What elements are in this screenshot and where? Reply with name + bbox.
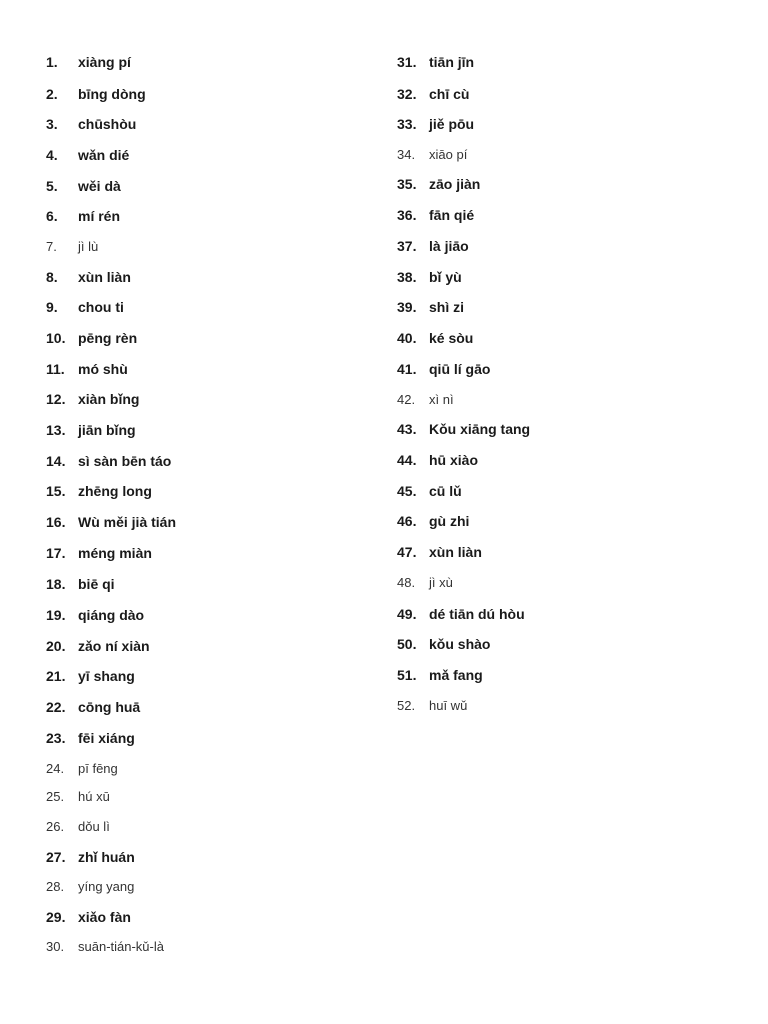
item-number: 23. [46,730,66,746]
item-number: 5. [46,178,58,194]
item-pinyin: huī wǔ [429,698,468,713]
item-number: 35. [397,176,417,192]
item-pinyin: mó shù [78,361,128,377]
item-number: 49. [397,606,417,622]
item-number: 1. [46,54,58,70]
item-number: 3. [46,116,58,132]
item-number: 8. [46,269,58,285]
item-number: 48. [397,575,416,590]
item-pinyin: Kǒu xiāng tang [429,421,531,437]
item-pinyin: bǐ yù [429,269,462,285]
item-pinyin: chūshòu [78,116,137,132]
item-number: 46. [397,513,417,529]
item-number: 27. [46,849,66,865]
item-pinyin: gù zhi [429,513,470,529]
item-number: 6. [46,208,58,224]
item-pinyin: ké sòu [429,330,474,346]
item-pinyin: kǒu shào [429,636,491,652]
item-pinyin: zǎo ní xiàn [78,638,150,654]
item-pinyin: mǎ fang [429,667,483,683]
item-number: 26. [46,819,65,834]
item-number: 37. [397,238,417,254]
item-pinyin: shì zi [429,299,465,315]
item-pinyin: zāo jiàn [429,176,481,192]
item-pinyin: xì nì [429,392,454,407]
item-number: 34. [397,147,416,162]
item-pinyin: hū xiào [429,452,479,468]
item-number: 42. [397,392,416,407]
item-pinyin: xiāo pí [429,147,468,162]
item-number: 9. [46,299,58,315]
item-number: 50. [397,636,417,652]
item-pinyin: chou ti [78,299,124,315]
item-number: 45. [397,483,417,499]
item-number: 29. [46,909,66,925]
item-pinyin: zhēng long [78,483,152,499]
item-pinyin: xiǎo fàn [78,909,131,925]
item-pinyin: jì xù [429,575,453,590]
item-pinyin: yíng yang [78,879,135,894]
item-number: 28. [46,879,65,894]
item-pinyin: pēng rèn [78,330,138,346]
item-pinyin: suān-tián-kǔ-là [78,939,164,954]
item-pinyin: zhǐ huán [78,849,135,865]
item-number: 17. [46,545,66,561]
item-number: 20. [46,638,66,654]
item-number: 30. [46,939,65,954]
item-pinyin: jì lù [78,239,99,254]
item-number: 36. [397,207,417,223]
item-pinyin: hú xū [78,789,110,804]
item-pinyin: chī cù [429,86,470,102]
item-number: 7. [46,239,57,254]
item-number: 47. [397,544,417,560]
item-pinyin: pī fēng [78,761,118,776]
item-number: 22. [46,699,66,715]
item-number: 10. [46,330,66,346]
item-pinyin: xùn liàn [78,269,131,285]
item-number: 51. [397,667,417,683]
item-number: 32. [397,86,417,102]
item-pinyin: là jiāo [429,238,469,254]
item-pinyin: jiě pōu [429,116,475,132]
item-number: 44. [397,452,417,468]
item-pinyin: tiān jīn [429,54,475,70]
item-pinyin: xùn liàn [429,544,482,560]
item-number: 41. [397,361,417,377]
item-pinyin: wǎn dié [78,147,130,163]
item-pinyin: qiáng dào [78,607,145,623]
item-number: 14. [46,453,66,469]
item-pinyin: méng miàn [78,545,152,561]
item-pinyin: mí rén [78,208,121,224]
item-pinyin: bīng dòng [78,86,146,102]
item-pinyin: xiàng pí [78,54,131,70]
item-number: 39. [397,299,417,315]
item-number: 15. [46,483,66,499]
item-number: 19. [46,607,66,623]
item-number: 40. [397,330,417,346]
item-number: 4. [46,147,58,163]
item-number: 12. [46,391,66,407]
item-pinyin: jiān bǐng [78,422,136,438]
item-pinyin: cōng huā [78,699,141,715]
item-pinyin: dǒu lì [78,819,110,834]
item-pinyin: qiū lí gāo [429,361,491,377]
item-number: 11. [46,361,65,377]
item-number: 25. [46,789,65,804]
item-pinyin: biē qi [78,576,115,592]
item-number: 2. [46,86,58,102]
item-number: 43. [397,421,417,437]
item-pinyin: fān qié [429,207,475,223]
item-number: 31. [397,54,417,70]
item-pinyin: sì sàn bēn táo [78,453,172,469]
item-pinyin: xiàn bǐng [78,391,140,407]
item-pinyin: Wù měi jià tián [78,514,177,530]
item-pinyin: cū lǔ [429,483,462,499]
item-number: 13. [46,422,66,438]
item-pinyin: wěi dà [78,178,121,194]
item-number: 38. [397,269,417,285]
item-number: 33. [397,116,417,132]
item-number: 24. [46,761,65,776]
item-pinyin: yī shang [78,668,135,684]
item-number: 52. [397,698,416,713]
item-pinyin: dé tiān dú hòu [429,606,525,622]
item-number: 16. [46,514,66,530]
item-number: 21. [46,668,66,684]
item-pinyin: fēi xiáng [78,730,135,746]
item-number: 18. [46,576,66,592]
